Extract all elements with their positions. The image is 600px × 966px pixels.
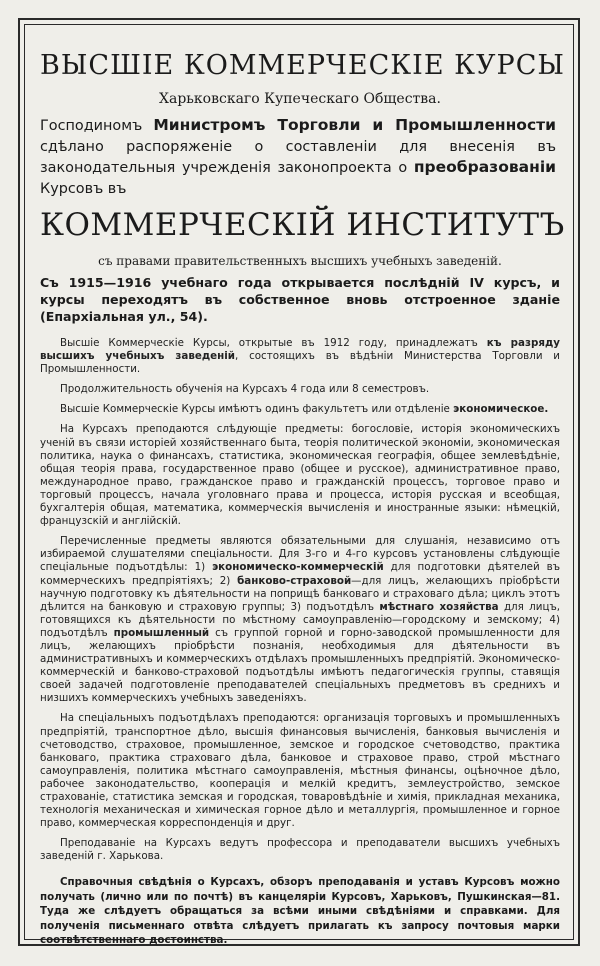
paragraph-founding <box>40 337 560 376</box>
lead-text-2: сдѣлано распоряженіе о составленіи для внесенія въ законодательныя учрежденія законопроекта о <box>40 138 556 176</box>
p5-bold-4: промышленный <box>113 626 210 639</box>
paragraph-faculty <box>40 403 560 416</box>
p3-bold: экономическое. <box>453 403 549 416</box>
lead-text-1: Господиномъ <box>40 118 154 134</box>
announcement: Съ 1915—1916 учебнаго года открывается послѣдній IV курсъ, и курсы переходятъ въ собственное вновь отстроенное зданіе (Епархіальная ул., 54). <box>40 275 560 324</box>
p5-bold-1: экономическо-коммерческій <box>212 561 384 574</box>
lead-bold-2: преобразованіи <box>413 158 556 176</box>
lead-paragraph <box>40 115 556 199</box>
rights-line: съ правами правительственныхъ высшихъ учебныхъ заведеній. <box>98 254 502 268</box>
paragraph-special-subjects: На спеціальныхъ подъотдѣлахъ преподаются: организація торговыхъ и промышленныхъ предпріятій, транспортное дѣло, высшія финансовыя вычисленія, банковыя вычисленія и счетоводство, страховое, промышленное, земское и городское счетоводство, практика банковаго, практика страховаго дѣла, банковое и страховое право, строй мѣстнаго самоуправленія, политика мѣстнаго самоуправленія, мѣстныя финансы, оцѣночное дѣло, рабочее законодательство, кооперація и мелкій кредитъ, землеустройство, земское страхованіе, статистика земская и городская, товаровѣдѣніе и химія, прикладная механика, технологія механическая и химическая горное дѣло и металлургія, промышленное и горное право, коммерческая корреспонденція и друг. <box>40 712 560 830</box>
p3-text: Высшіе Коммерческіе Курсы имѣютъ одинъ факультетъ или отдѣленіе <box>60 403 454 416</box>
institute-heading: КОММЕРЧЕСКІЙ ИНСТИТУТЪ <box>40 207 565 243</box>
lead-text-3: Курсовъ въ <box>40 180 127 197</box>
p5-bold-3: мѣстнаго хозяйства <box>379 600 499 613</box>
p5-text-4: для лицъ, готовящихся къ дѣятельности по мѣстному самоуправленію—городскому и земскому; 4) подъотдѣлъ <box>40 600 560 639</box>
paragraph-specializations <box>40 535 560 705</box>
p1-text-2: , состоящихъ въ вѣдѣніи Министерства Торговли и Промышленности. <box>40 350 560 376</box>
p5-text-3: —для лицъ, желающихъ пріобрѣсти научную подготовку къ дѣятельности на поприщѣ банковаго и страховаго дѣла; циклъ этотъ дѣлится на банковую и страховую группы; 3) подъотдѣлъ <box>40 574 560 613</box>
lead-bold-1: Министромъ Торговли и Промышленности <box>153 116 556 134</box>
contact-info <box>40 875 560 947</box>
paragraph-subjects: На Курсахъ преподаются слѣдующіе предметы: богословіе, исторія экономическихъ ученій въ связи исторіей хозяйственнаго быта, теорія политической экономіи, экономическая политика, наука о финансахъ, статистика, экономическая географія, общее землевѣдѣніе, общая теорія права, государственное право (общее и русское), административное право, международное право, гражданское право и гражданскій процессъ, торговое право и торговый процессъ, начала уголовнаго права и процесса, исторія русская и всеобщая, бухгалтерія общая, математика, коммерческія вычисленія и иностранные языки: нѣмецкій, французскій и англійскій. <box>40 423 560 528</box>
p1-text-1: Высшіе Коммерческіе Курсы, открытые въ 1912 году, принадлежатъ <box>60 337 487 349</box>
p5-text-1: Перечисленные предметы являются обязательными для слушанія, независимо отъ избираемой слушателями спеціальности. Для 3-го и 4-го курсовъ установлены слѣдующіе спеціальные подъотдѣлы: 1) <box>40 535 560 574</box>
p1-bold: къ разряду высшихъ учебныхъ заведеній <box>40 337 560 363</box>
paragraph-duration: Продолжительность обученія на Курсахъ 4 года или 8 семестровъ. <box>60 383 430 396</box>
p5-bold-2: банковo-страховой <box>237 574 352 587</box>
document-body <box>40 36 565 948</box>
page-title: ВЫСШІЕ КОММЕРЧЕСКІЕ КУРСЫ <box>40 50 565 81</box>
paragraph-teachers: Преподаваніе на Курсахъ ведутъ профессора и преподаватели высшихъ учебныхъ заведеній г. Харькова. <box>40 837 560 863</box>
p5-text-2: для подготовки дѣятелей въ коммерческихъ предпріятіяхъ; 2) <box>40 561 560 587</box>
main-text <box>40 337 560 863</box>
footer-paragraph: Справочныя свѣдѣнія о Курсахъ, обзоръ преподаванія и уставъ Курсовъ можно получать (лично или по почтѣ) въ канцеляріи Курсовъ, Харьковъ, Пушкинская—81. Туда же слѣдуетъ обращаться за всѣми иными свѣдѣніями и справками. Для полученія письменнаго отвѣта слѣдуетъ прилагать къ запросу почтовыя марки соотвѣтственнаго достоинства. <box>40 876 560 947</box>
page-subtitle: Харьковскаго Купеческаго Общества. <box>159 91 441 107</box>
p5-text-5: съ группой горной и горно-заводской промышленности для лицъ, желающихъ пріобрѣсти познанія, необходимыя для дѣятельности въ административныхъ и коммерческихъ отдѣлахъ промышленныхъ предпріятій. Экономическо-коммерческій и банково-страховой подъотдѣлы имѣютъ педагогическія группы, ставящія своей задачей подготовленіе преподавателей спеціальныхъ предметовъ въ среднихъ и низшихъ коммерческихъ учебныхъ заведеніяхъ. <box>40 626 560 705</box>
